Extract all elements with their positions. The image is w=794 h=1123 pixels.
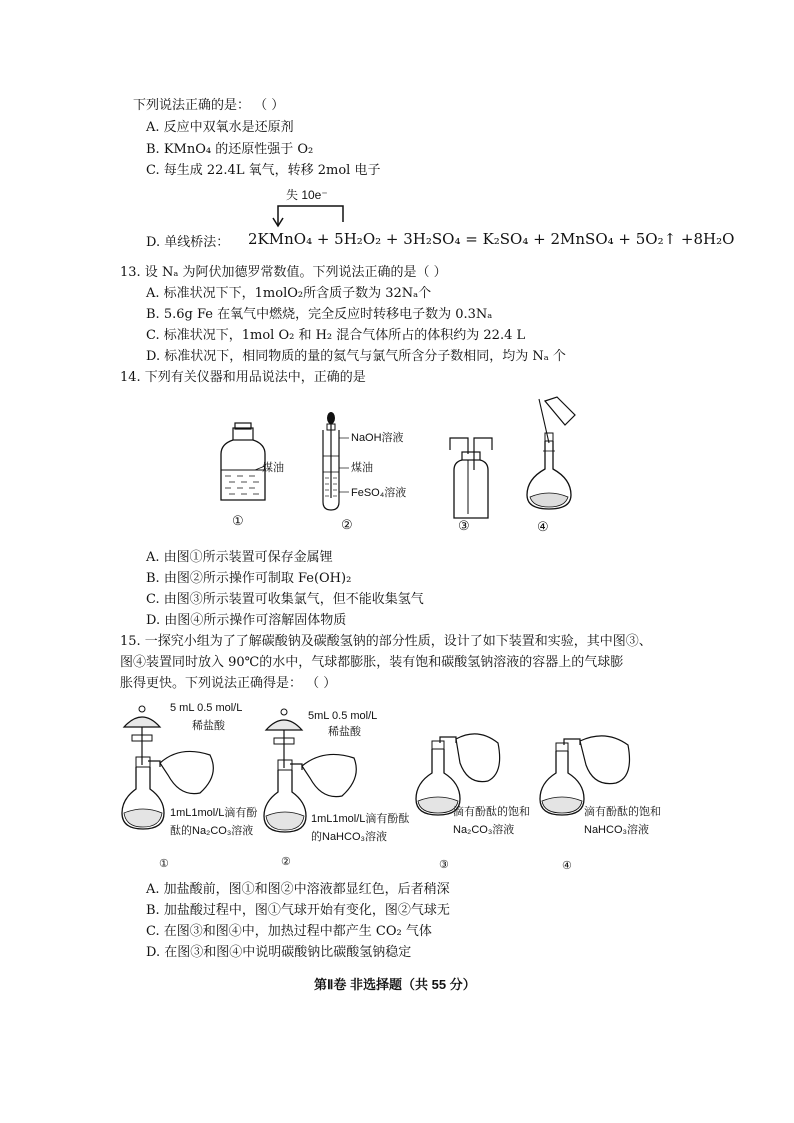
q14-option-c: C. 由图③所示装置可收集氯气，但不能收集氢气: [146, 592, 424, 607]
q14-option-d: D. 由图④所示操作可溶解固体物质: [146, 613, 347, 628]
q13-stem: 13. 设 Nₐ 为阿伏加德罗常数值。下列说法正确的是（ ）: [120, 265, 447, 280]
q15-option-d: D. 在图③和图④中说明碳酸钠比碳酸氢钠稳定: [146, 945, 412, 960]
q15-stem-line1: 15. 一探究小组为了了解碳酸钠及碳酸氢钠的部分性质，设计了如下装置和实验，其中图③、: [120, 634, 652, 649]
q15-stem-line2: 图④装置同时放入 90℃的水中，气球都膨胀，装有饱和碳酸氢钠溶液的容器上的气球膨: [120, 655, 624, 670]
q14-option-a: A. 由图①所示装置可保存金属锂: [146, 550, 333, 565]
q15-fig-number-1: ①: [159, 858, 169, 870]
q14-fig2-label-feso4: FeSO₄溶液: [351, 487, 407, 499]
q14-fig-number-2: ②: [341, 518, 353, 533]
q15-fig2-reagent-top-1: 5mL 0.5 mol/L: [308, 710, 378, 722]
q15-stem-line3: 胀得更快。下列说法正确得是： （ ）: [120, 676, 337, 691]
q15-option-a: A. 加盐酸前，图①和图②中溶液都显红色，后者稍深: [146, 882, 450, 897]
q12-option-c: C. 每生成 22.4L 氧气，转移 2mol 电子: [146, 163, 381, 178]
q14-fig2-label-naoh: NaOH溶液: [351, 432, 404, 444]
q14-fig2-label-kerosene: 煤油: [351, 462, 373, 474]
q13-option-d: D. 标准状况下，相同物质的量的氦气与氯气所含分子数相同，均为 Nₐ 个: [146, 349, 566, 364]
q14-fig4-volumetric-flask: [515, 395, 595, 525]
q13-option-c: C. 标准状况下，1mol O₂ 和 H₂ 混合气体所占的体积约为 22.4 L: [146, 328, 526, 343]
q13-option-b: B. 5.6g Fe 在氧气中燃烧，完全反应时转移电子数为 0.3Nₐ: [146, 307, 493, 322]
q12-option-a: A. 反应中双氧水是还原剂: [146, 120, 294, 135]
q15-fig1-reagent-top-2: 稀盐酸: [192, 720, 225, 732]
q15-fig1-reagent-top-1: 5 mL 0.5 mol/L: [170, 702, 243, 714]
q15-fig-number-3: ③: [439, 859, 449, 871]
q14-fig-number-1: ①: [232, 514, 244, 529]
q15-option-b: B. 加盐酸过程中，图①气球开始有变化，图②气球无: [146, 903, 450, 918]
electron-transfer-label: 失 10e⁻: [286, 188, 328, 202]
q14-fig-number-3: ③: [458, 519, 470, 534]
q14-stem: 14. 下列有关仪器和用品说法中，正确的是: [120, 370, 366, 385]
q15-fig2-reagent-top-2: 稀盐酸: [328, 726, 361, 738]
redox-equation: 2KMnO₄ + 5H₂O₂ + 3H₂SO₄ = K₂SO₄ + 2MnSO₄ + 5O₂↑ +8H₂O: [248, 230, 735, 248]
q12-option-d-label: D. 单线桥法：: [146, 235, 230, 250]
q14-option-b: B. 由图②所示操作可制取 Fe(OH)₂: [146, 571, 352, 586]
q15-fig2-solution-1: 1mL1mol/L滴有酚酞: [311, 813, 410, 825]
q14-fig3-gas-bottle: [440, 430, 510, 530]
q14-fig-number-4: ④: [537, 520, 549, 535]
q14-fig1-label: 煤油: [262, 462, 284, 474]
q15-fig-number-4: ④: [562, 860, 572, 872]
q15-fig4-label-1: 滴有酚酞的饱和: [584, 806, 661, 818]
q15-fig3-label-2: Na₂CO₃溶液: [453, 824, 515, 836]
section-title: 第Ⅱ卷 非选择题（共 55 分）: [314, 977, 476, 992]
q15-fig1-solution-2: 酞的Na₂CO₃溶液: [170, 825, 254, 837]
single-bridge-arrow: [270, 200, 360, 230]
q15-fig1-solution-1: 1mL1mol/L滴有酚: [170, 807, 258, 819]
q15-fig-number-2: ②: [281, 856, 291, 868]
q12-stem: 下列说法正确的是： （ ）: [133, 98, 285, 113]
q15-fig4-label-2: NaHCO₃溶液: [584, 824, 649, 836]
q15-option-c: C. 在图③和图④中，加热过程中都产生 CO₂ 气体: [146, 924, 432, 939]
q12-option-b: B. KMnO₄ 的还原性强于 O₂: [146, 142, 314, 157]
q15-fig2-solution-2: 的NaHCO₃溶液: [311, 831, 387, 843]
q15-fig3-label-1: 滴有酚酞的饱和: [453, 806, 530, 818]
q13-option-a: A. 标准状况下下，1molO₂所含质子数为 32Nₐ个: [146, 286, 432, 301]
